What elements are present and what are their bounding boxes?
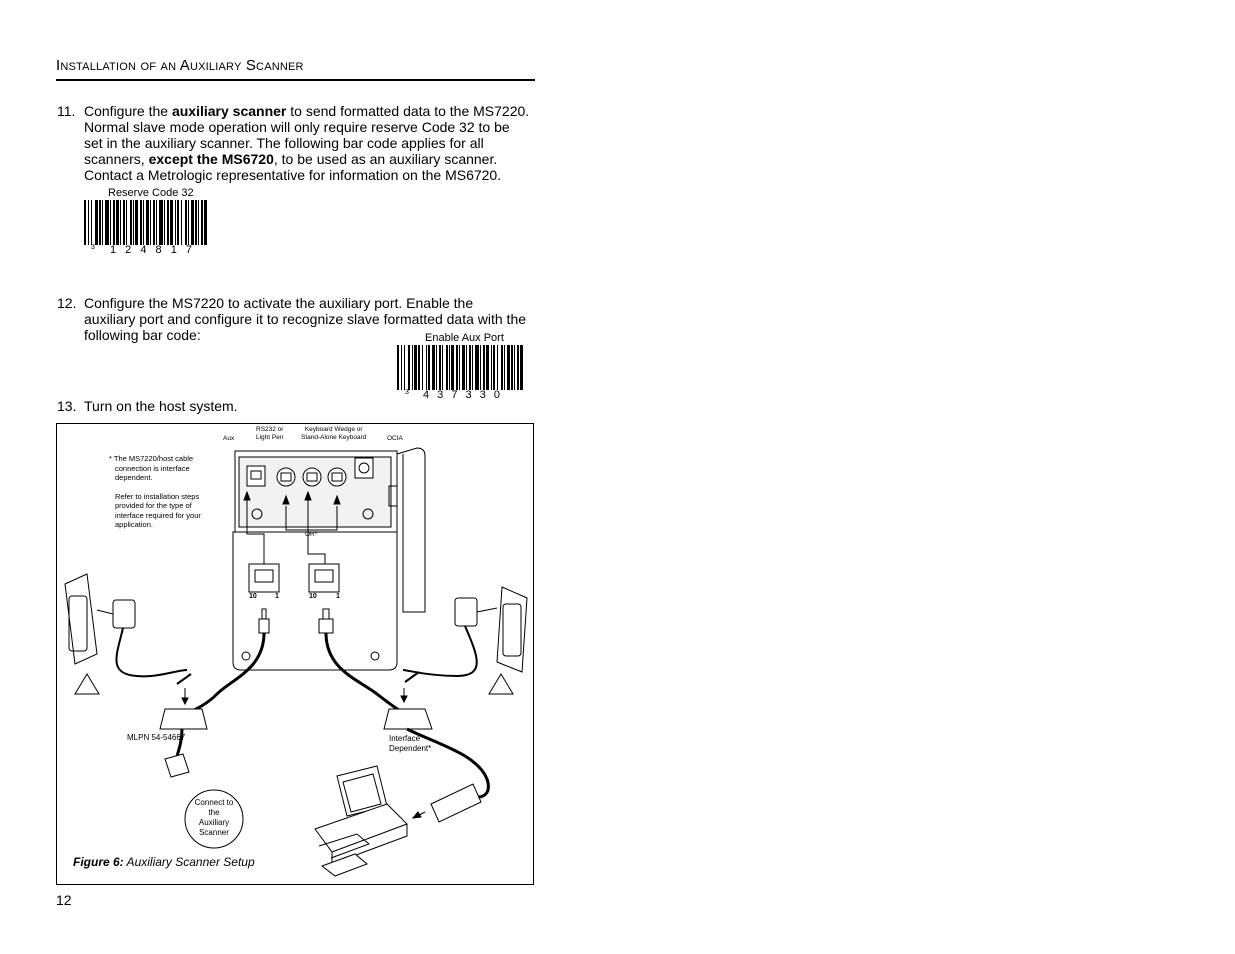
barcode-bar	[428, 345, 430, 390]
barcode-bar	[91, 200, 92, 245]
barcode-bar	[517, 345, 519, 390]
step-text: following bar code:	[84, 327, 201, 343]
barcode-bar	[469, 345, 471, 390]
barcode-label: Enable Aux Port	[425, 332, 504, 344]
pin-label: 10	[309, 593, 317, 600]
pin-label: 1	[336, 593, 340, 600]
barcode-bar	[123, 200, 125, 245]
barcode-start-char: 3	[91, 244, 95, 251]
barcode-bar	[116, 200, 119, 245]
barcode-bar	[472, 345, 473, 390]
barcode-bar	[432, 345, 435, 390]
barcode-bar	[422, 345, 423, 390]
barcode-bar	[408, 345, 410, 390]
label-line: the	[208, 808, 220, 817]
barcode-bar	[185, 200, 187, 245]
label-rs232	[256, 426, 283, 442]
barcode-bar	[175, 200, 176, 245]
barcode-bar	[135, 200, 138, 245]
barcode-bar	[150, 200, 151, 245]
barcode-bar	[133, 200, 134, 245]
label-line: Keyboard Wedge or	[304, 426, 363, 433]
step-text: Normal slave mode operation will only require reserve Code 32 to be	[84, 119, 510, 135]
step-number: 13.	[57, 398, 77, 414]
barcode-digits: 1 2 4 8 1 7	[110, 244, 192, 256]
label-line: Connect to	[194, 798, 234, 807]
page-title: Installation of an Auxiliary Scanner	[56, 57, 304, 74]
barcode-bar	[191, 200, 194, 245]
barcode-bar	[426, 345, 427, 390]
barcode-bar	[195, 200, 197, 245]
barcode-bar	[507, 345, 510, 390]
barcode-bar	[102, 200, 103, 245]
barcode-bar	[446, 345, 448, 390]
label-ocia: OCIA	[387, 435, 403, 442]
step-text: Contact a Metrologic representative for information on the MS6720.	[84, 167, 502, 183]
step-text: set in the auxiliary scanner. The following bar code applies for all	[84, 135, 484, 151]
pin-label: 1	[275, 593, 279, 600]
heading-rule	[56, 79, 535, 81]
barcode-bar	[120, 200, 121, 245]
barcode-bar	[140, 200, 142, 245]
barcode-bar	[113, 200, 115, 245]
barcode-bar	[164, 200, 165, 245]
barcode-bar	[105, 200, 109, 245]
barcode-bar	[412, 345, 413, 390]
note-line: connection is interface	[115, 463, 190, 473]
barcode-bar	[449, 345, 450, 390]
barcode-bar	[497, 345, 498, 390]
barcode-bar	[401, 345, 402, 390]
barcode-bar	[462, 345, 465, 390]
note-line: * The MS7220/host cable	[109, 454, 194, 463]
label-or: OR*	[305, 531, 318, 538]
step-text: scanners,	[84, 151, 149, 167]
barcode-bar	[456, 345, 458, 390]
barcode-bar	[198, 200, 199, 245]
barcode-bar	[126, 200, 127, 245]
barcode-bar	[466, 345, 467, 390]
step-text: Configure the MS7220 to activate the auxiliary port. Enable the	[84, 295, 474, 311]
barcode-bar	[181, 200, 182, 245]
caption-label: Figure 6:	[73, 855, 124, 869]
barcode-bar	[156, 200, 157, 245]
barcode-bar	[475, 345, 479, 390]
label-line: Scanner	[199, 828, 229, 837]
barcode-bar	[483, 345, 485, 390]
barcode-bar	[170, 200, 173, 245]
barcode-enable-aux-port	[397, 345, 531, 390]
label-line: Stand-Alone Keyboard	[301, 434, 367, 441]
label-interface-dependent	[389, 734, 431, 753]
step-text: auxiliary port and configure it to recognize slave formatted data with the	[84, 311, 527, 327]
label-aux: Aux	[223, 435, 235, 442]
barcode-bar	[188, 200, 189, 245]
note-line: provided for the type of	[115, 501, 192, 510]
barcode-start-char: 3	[405, 389, 409, 396]
note-line: dependent.	[115, 473, 153, 482]
note-line: application.	[115, 520, 153, 529]
barcode-bar	[204, 200, 207, 245]
barcode-bar	[514, 345, 515, 390]
step-text-bold: auxiliary scanner	[171, 103, 287, 119]
barcode-bar	[201, 200, 203, 245]
barcode-bar	[418, 345, 420, 390]
step-number: 11.	[57, 103, 76, 119]
pin-label: 10	[249, 593, 257, 600]
barcode-bar	[88, 200, 89, 245]
step-text: , to be used as an auxiliary scanner.	[273, 151, 498, 167]
barcode-digits: 4 3 7 3 3 0	[423, 389, 500, 401]
barcode-bar	[177, 200, 179, 245]
barcode-bar	[84, 200, 86, 245]
barcode-bar	[491, 345, 492, 390]
page-number: 12	[56, 892, 72, 908]
connect-aux-scanner-label	[185, 798, 243, 838]
figure-auxiliary-scanner-setup	[56, 423, 534, 885]
label-mlpn: MLPN 54-54667	[127, 733, 186, 742]
note-line: Refer to installation steps	[115, 491, 200, 501]
figure-note	[109, 454, 201, 530]
label-line: Light Pen	[256, 434, 284, 441]
barcode-bar	[404, 345, 405, 390]
barcode-bar	[480, 345, 481, 390]
barcode-bar	[504, 345, 505, 390]
caption-text: Auxiliary Scanner Setup	[123, 855, 255, 869]
barcode-bar	[146, 200, 149, 245]
step-text: Configure the	[84, 103, 172, 119]
step-text: Turn on the host system.	[84, 398, 238, 414]
figure-caption	[73, 855, 255, 869]
barcode-bar	[486, 345, 489, 390]
barcode-label: Reserve Code 32	[108, 187, 194, 199]
barcode-reserve-code-32	[84, 200, 216, 245]
barcode-bar	[95, 200, 98, 245]
barcode-bar	[501, 345, 503, 390]
label-line: RS232 or	[256, 426, 284, 433]
barcode-bar	[520, 345, 523, 390]
barcode-bar	[414, 345, 417, 390]
barcode-bar	[442, 345, 443, 390]
step-text-bold: except the MS6720	[148, 151, 274, 167]
barcode-bar	[110, 200, 111, 245]
barcode-bar	[143, 200, 144, 245]
label-line: Auxiliary	[198, 818, 230, 827]
note-line: interface required for your	[115, 510, 201, 520]
barcode-bar	[99, 200, 101, 245]
barcode-bar	[159, 200, 163, 245]
barcode-bar	[397, 345, 399, 390]
step-text: to send formatted data to the MS7220.	[286, 103, 530, 119]
barcode-bar	[153, 200, 155, 245]
step-number: 12.	[57, 295, 77, 311]
barcode-bar	[493, 345, 495, 390]
barcode-bar	[130, 200, 132, 245]
barcode-bar	[167, 200, 169, 245]
barcode-bar	[436, 345, 437, 390]
label-keyboard-wedge	[301, 426, 366, 442]
barcode-bar	[439, 345, 441, 390]
label-line: Dependent*	[389, 743, 432, 753]
barcode-bar	[451, 345, 454, 390]
label-line: Interface	[389, 734, 421, 743]
barcode-bar	[511, 345, 513, 390]
barcode-bar	[459, 345, 460, 390]
